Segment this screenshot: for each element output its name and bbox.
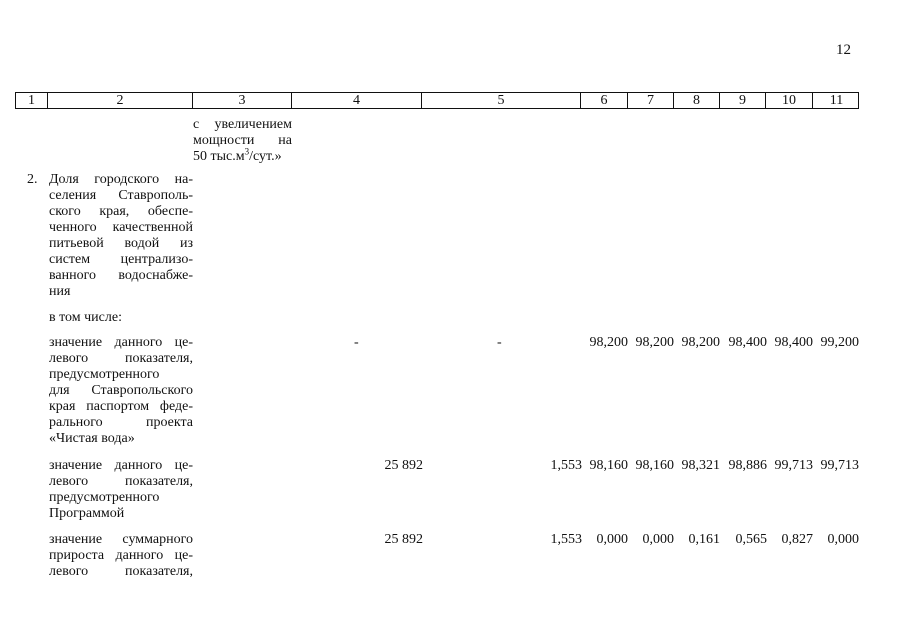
- subrow3-col4-value: 25 892: [384, 532, 423, 547]
- subrow1-col5-value: -: [497, 335, 502, 350]
- column-number-2: 2: [48, 93, 193, 108]
- subrow2-col6-value: 98,160: [589, 458, 628, 473]
- desc-line: селения Ставрополь-: [49, 188, 193, 203]
- desc-line: предусмотренного: [49, 490, 160, 505]
- row2-description: [49, 172, 193, 300]
- desc-line: значение данного це-: [49, 458, 193, 473]
- column-number-7: 7: [628, 93, 674, 108]
- desc-line: Доля городского на-: [49, 172, 193, 187]
- desc-line: прироста данного це-: [49, 548, 193, 563]
- desc-line: ского края, обеспе-: [49, 204, 193, 219]
- subrow1-description: [49, 335, 193, 447]
- desc-line: левого показателя,: [49, 564, 193, 579]
- desc-line: рального проекта: [49, 415, 193, 430]
- column-number-3: 3: [193, 93, 292, 108]
- subrow3-col5-value: 1,553: [550, 532, 582, 547]
- desc-line: «Чистая вода»: [49, 431, 135, 446]
- column-number-8: 8: [674, 93, 720, 108]
- subrow2-col10-value: 99,713: [774, 458, 813, 473]
- row-number: 2.: [27, 172, 38, 187]
- page-number: 12: [836, 42, 851, 58]
- column-number-10: 10: [766, 93, 813, 108]
- subrow3-col7-value: 0,000: [642, 532, 674, 547]
- including-label: в том числе:: [49, 310, 122, 325]
- subrow3-col9-value: 0,565: [735, 532, 767, 547]
- column-number-5: 5: [422, 93, 581, 108]
- subrow2-col11-value: 99,713: [820, 458, 859, 473]
- column-number-1: 1: [16, 93, 48, 108]
- subrow3-col11-value: 0,000: [827, 532, 859, 547]
- column-number-9: 9: [720, 93, 766, 108]
- desc-line: левого показателя,: [49, 351, 193, 366]
- col3-line: мощности на: [193, 133, 292, 148]
- subrow2-col8-value: 98,321: [681, 458, 720, 473]
- desc-line: предусмотренного: [49, 367, 160, 382]
- desc-line: значение данного це-: [49, 335, 193, 350]
- subrow1-col11-value: 99,200: [820, 335, 859, 350]
- desc-line: питьевой водой из: [49, 236, 193, 251]
- col3-line: 50 $тыс.м^3$/сут.»: [193, 146, 282, 164]
- subrow1-col8-value: 98,200: [681, 335, 720, 350]
- desc-line: ния: [49, 284, 71, 299]
- subrow1-col7-value: 98,200: [635, 335, 674, 350]
- subrow2-col4-value: 25 892: [384, 458, 423, 473]
- desc-line: края паспортом феде-: [49, 399, 193, 414]
- column-number-11: 11: [829, 93, 844, 108]
- subrow1-col4-value: -: [354, 335, 359, 350]
- column-number-6: 6: [581, 93, 628, 108]
- subrow1-col6-value: 98,200: [589, 335, 628, 350]
- column-number-4: 4: [292, 93, 422, 108]
- subrow2-description: [49, 458, 193, 522]
- desc-line: систем централизо-: [49, 252, 193, 267]
- desc-line: Программой: [49, 506, 125, 521]
- col3-continuation: [193, 117, 292, 165]
- desc-line: ванного водоснабже-: [49, 268, 193, 283]
- desc-line: левого показателя,: [49, 474, 193, 489]
- subrow1-col9-value: 98,400: [728, 335, 767, 350]
- subrow3-col6-value: 0,000: [596, 532, 628, 547]
- col3-line: с увеличением: [193, 117, 292, 132]
- subrow3-col10-value: 0,827: [781, 532, 813, 547]
- subrow2-col9-value: 98,886: [728, 458, 767, 473]
- desc-line: значение суммарного: [49, 532, 193, 547]
- desc-line: для Ставропольского: [49, 383, 193, 398]
- desc-line: ченного качественной: [49, 220, 193, 235]
- subrow3-col8-value: 0,161: [688, 532, 720, 547]
- subrow1-col10-value: 98,400: [774, 335, 813, 350]
- subrow2-col5-value: 1,553: [550, 458, 582, 473]
- subrow3-description: [49, 532, 193, 580]
- column-number-header: [15, 92, 859, 109]
- subrow2-col7-value: 98,160: [635, 458, 674, 473]
